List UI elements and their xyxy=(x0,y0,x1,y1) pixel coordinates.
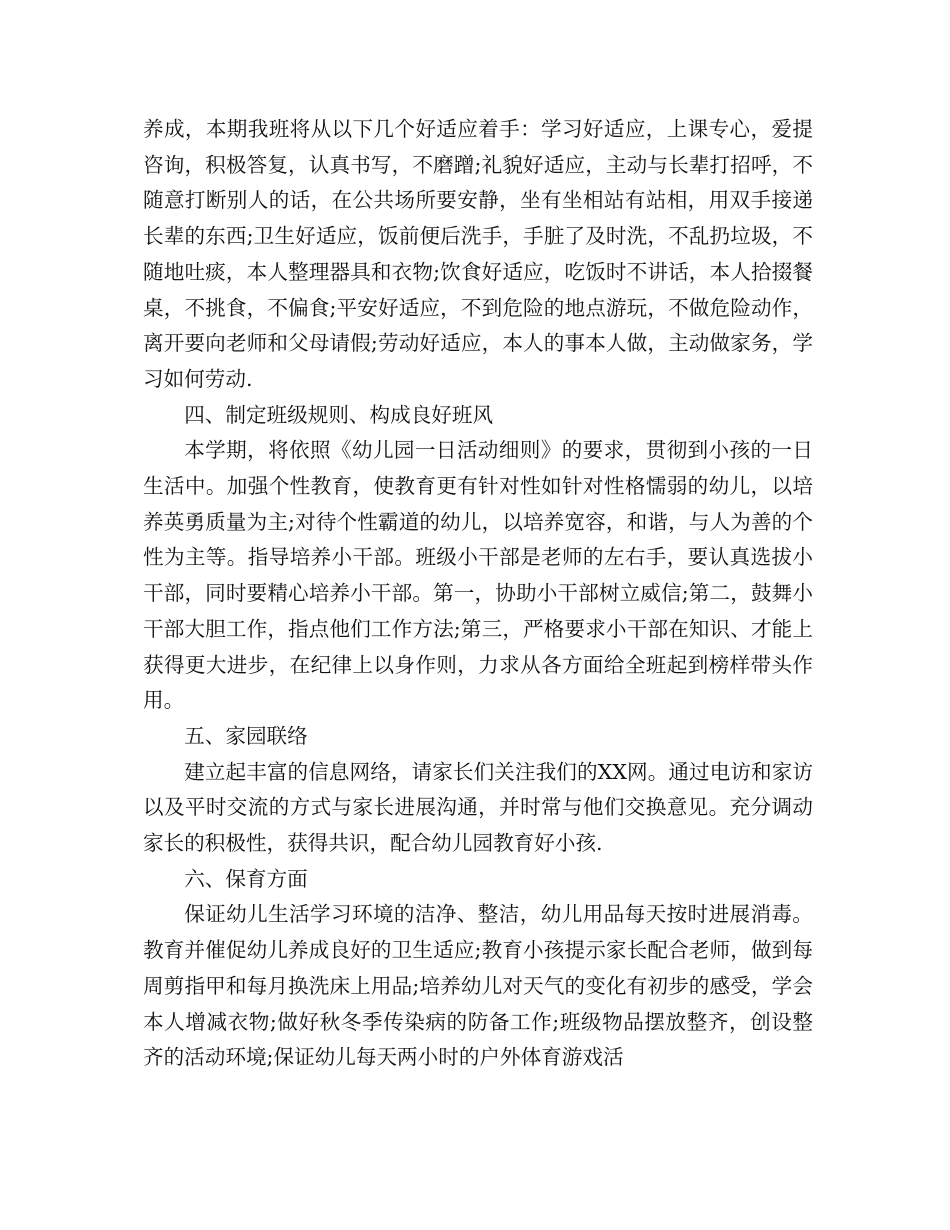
heading-care: 六、保育方面 xyxy=(184,866,308,891)
heading-class-rules: 四、制定班级规则、构成良好班风 xyxy=(184,402,494,427)
heading-home-school: 五、家园联络 xyxy=(184,723,308,748)
paragraph-home-school: 建立起丰富的信息网络，请家长们关注我们的XX网。通过电访和家访以及平时交流的方式与家长进展沟通，并时常与他们交换意见。充分调动家长的积极性，获得共识，配合幼儿园教育好小孩. xyxy=(143,759,813,856)
paragraph-habits: 养成，本期我班将从以下几个好适应着手：学习好适应，上课专心，爱提咨询，积极答复，认真书写，不磨蹭;礼貌好适应，主动与长辈打招呼，不随意打断别人的话，在公共场所要安静，坐有坐相站有站相，用双手接递长辈的东西;卫生好适应，饭前便后洗手，手脏了及时洗，不乱扔垃圾，不随地吐痰，本人整理器具和衣物;饮食好适应，吃饭时不讲话，本人拾掇餐桌，不挑食，不偏食;平安好适应，不到危险的地点游玩，不做危险动作，离开要向老师和父母请假;劳动好适应，本人的事本人做，主动做家务，学习如何劳动. xyxy=(143,117,813,391)
paragraph-class-rules: 本学期，将依照《幼儿园一日活动细则》的要求，贯彻到小孩的一日生活中。加强个性教育，使教育更有针对性如针对性格懦弱的幼儿，以培养英勇质量为主;对待个性霸道的幼儿，以培养宽容，和谐，与人为善的个性为主等。指导培养小干部。班级小干部是老师的左右手，要认真选拔小干部，同时要精心培养小干部。第一，协助小干部树立威信;第二，鼓舞小干部大胆工作，指点他们工作方法;第三，严格要求小干部在知识、才能上获得更大进步，在纪律上以身作则，力求从各方面给全班起到榜样带头作用。 xyxy=(143,438,813,713)
document-body xyxy=(143,112,813,1076)
paragraph-care: 保证幼儿生活学习环境的洁净、整洁，幼儿用品每天按时进展消毒。教育并催促幼儿养成良好的卫生适应;教育小孩提示家长配合老师，做到每周剪指甲和每月换洗床上用品;培养幼儿对天气的变化有初步的感受，学会本人增减衣物;做好秋冬季传染病的防备工作;班级物品摆放整齐，创设整齐的活动环境;保证幼儿每天两小时的户外体育游戏活 xyxy=(143,902,813,1070)
